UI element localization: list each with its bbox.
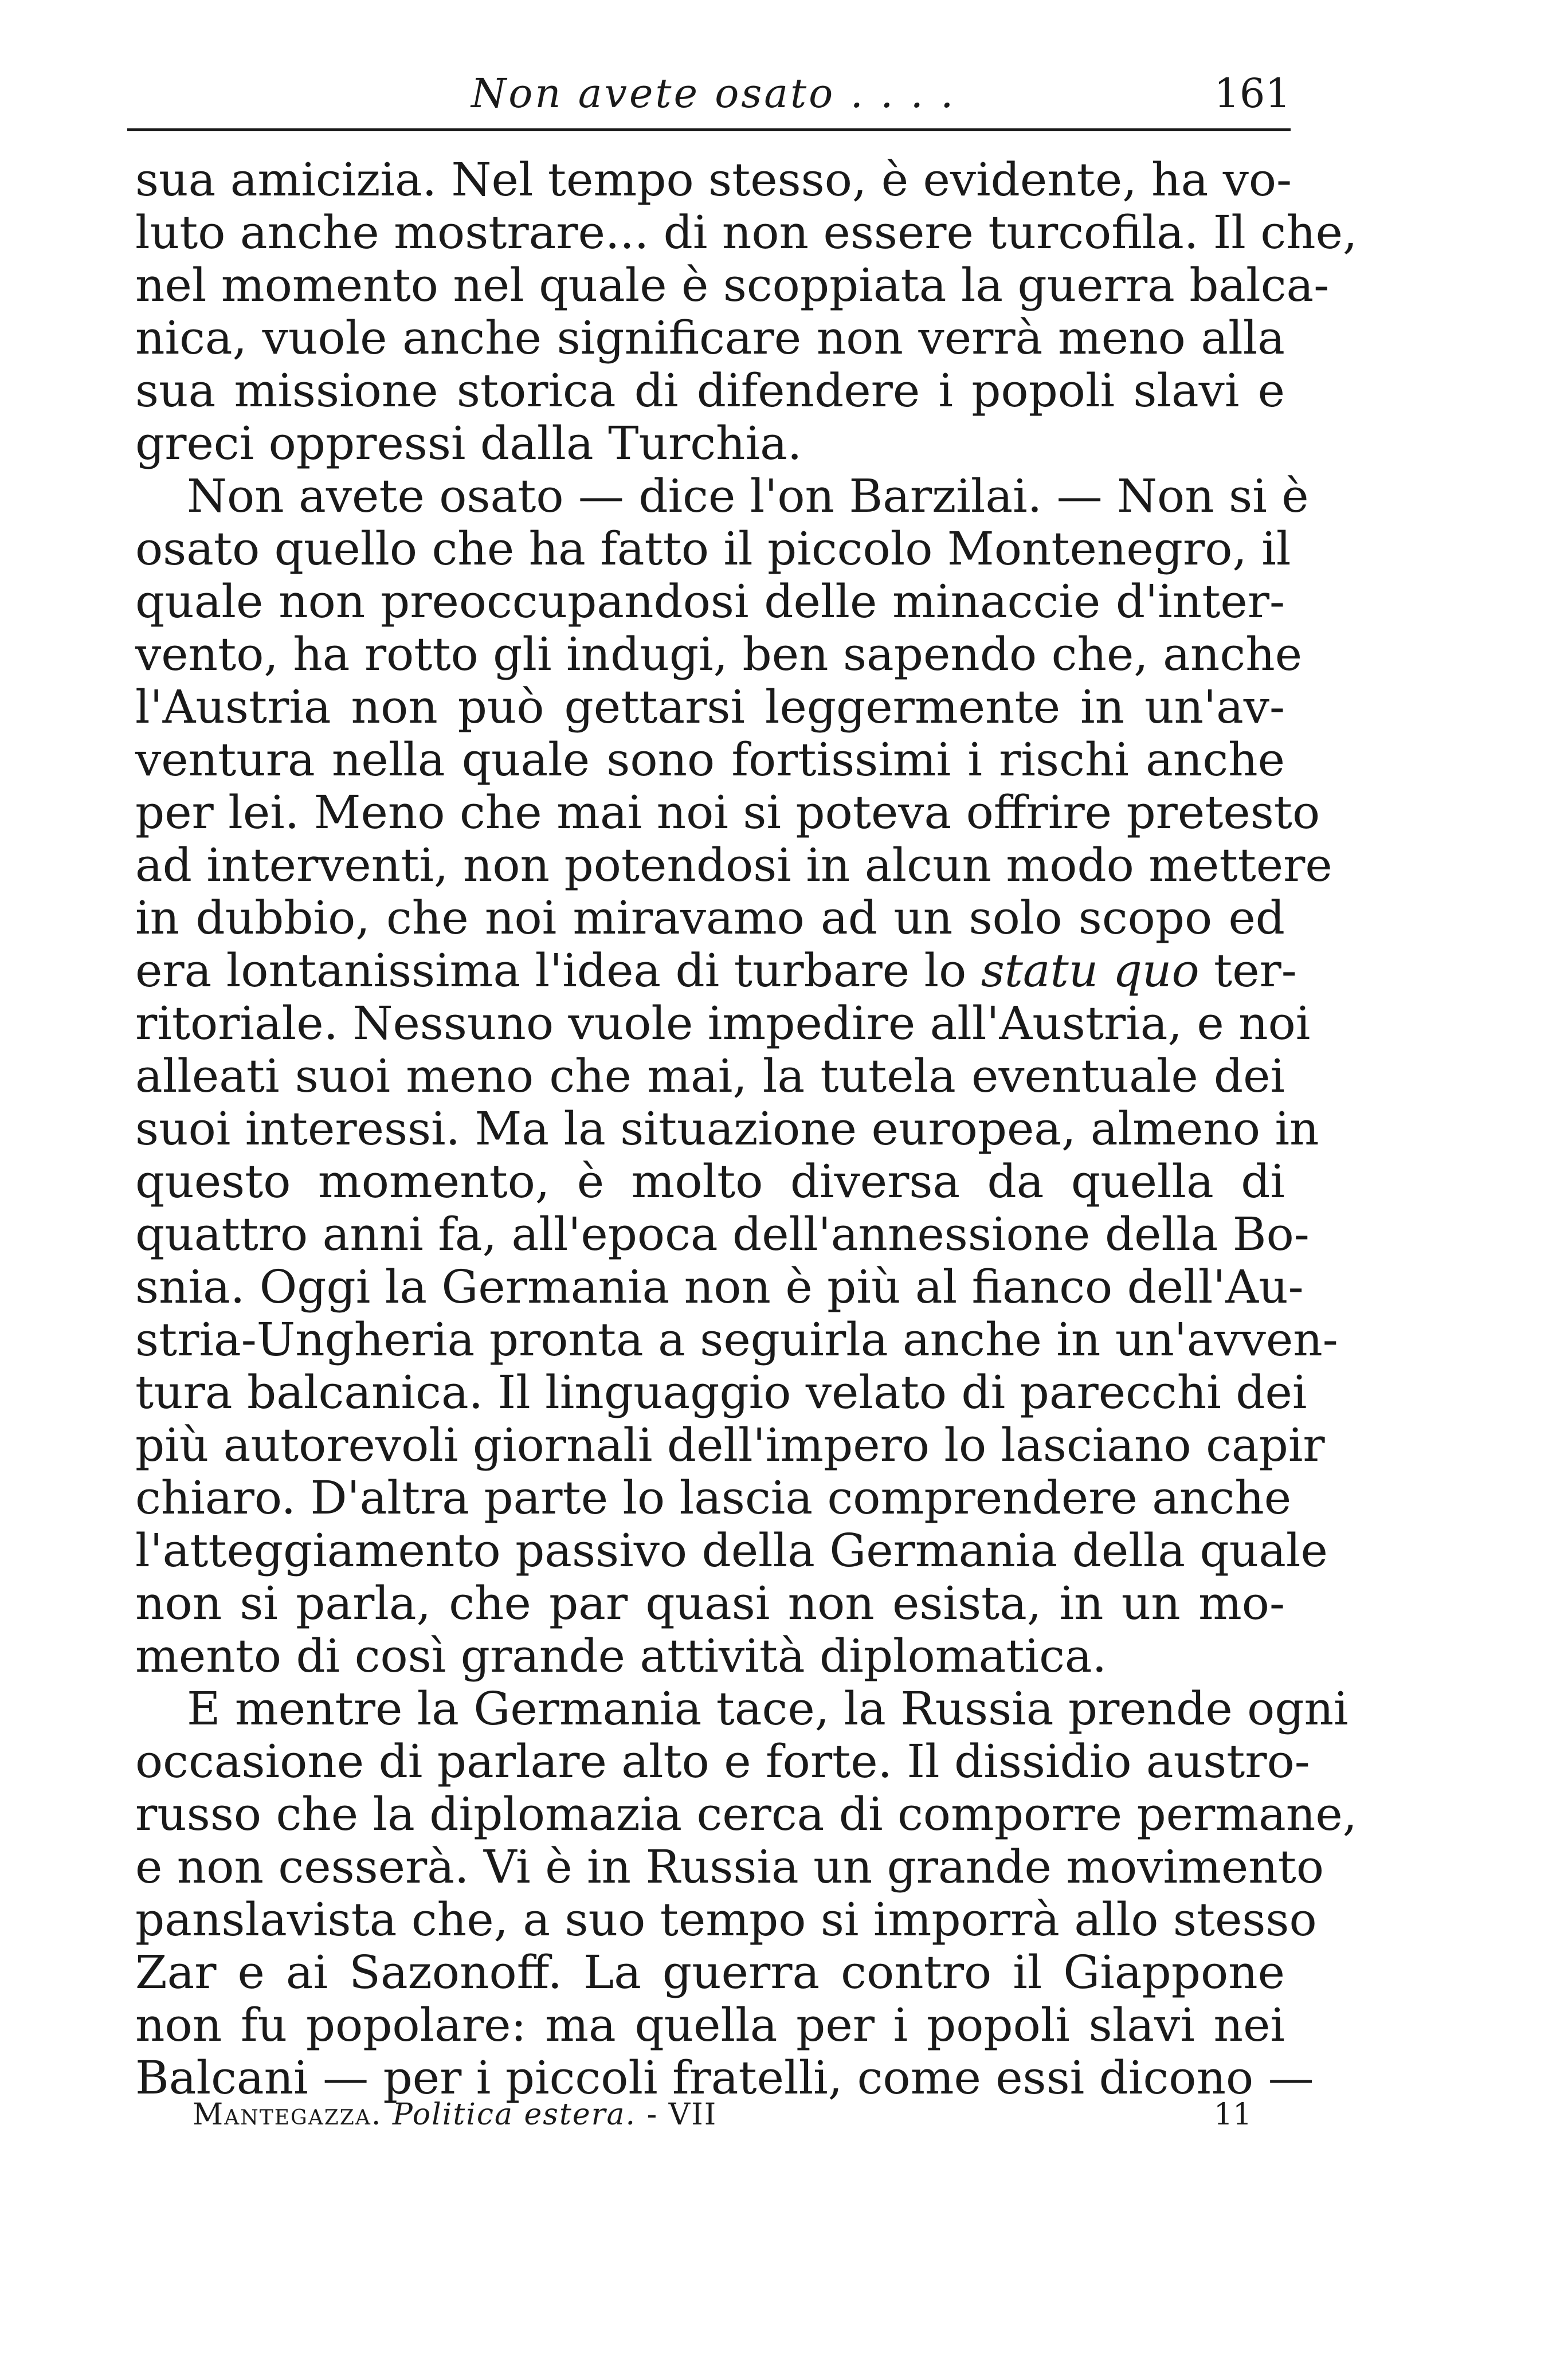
text-line: mento di così grande attività diplomatica. [135,1629,1107,1683]
text-line: E mentre la Germania tace, la Russia prende ogni [187,1682,1349,1735]
text-line: e non cesserà. Vi è in Russia un grande movimento [135,1840,1324,1893]
text-line: tura balcanica. Il linguaggio velato di parecchi dei [135,1366,1307,1419]
text-line: sua missione storica di difendere i popoli slavi e [135,364,1285,417]
text-line: in dubbio, che noi miravamo ad un solo scopo ed [135,891,1285,944]
page-number: 161 [1214,70,1291,117]
text-line: sua amicizia. Nel tempo stesso, è evidente, ha vo- [135,153,1292,206]
text-line: occasione di parlare alto e forte. Il dissidio austro- [135,1735,1310,1788]
text-line: l'atteggiamento passivo della Germania della quale [135,1524,1328,1577]
text-line: nel momento nel quale è scoppiata la guerra balca- [135,258,1330,312]
footer-signature-number: 11 [1214,2098,1252,2132]
text-line: non si parla, che par quasi non esista, in un mo- [135,1577,1285,1630]
text-line: non fu popolare: ma quella per i popoli slavi nei [135,1998,1285,2052]
text-line: quattro anni fa, all'epoca dell'annessione della Bo- [135,1207,1310,1261]
header-rule [127,128,1291,131]
footer-signature [193,2098,717,2132]
text-line: osato quello che ha fatto il piccolo Montenegro, il [135,522,1291,575]
text-line: ad interventi, non potendosi in alcun modo mettere [135,838,1332,892]
text-line: ventura nella quale sono fortissimi i rischi anche [135,733,1285,786]
text-line: per lei. Meno che mai noi si poteva offrire pretesto [135,786,1320,839]
text-line: questo momento, è molto diversa da quella di [135,1155,1285,1208]
text-line: suoi interessi. Ma la situazione europea, almeno in [135,1102,1319,1155]
text-line [135,944,1297,997]
text-line: chiaro. D'altra parte lo lascia comprendere anche [135,1471,1292,1524]
text-line-pre: era lontanissima l'idea di turbare lo statu quo ter- [135,944,1297,997]
text-line: più autorevoli giornali dell'impero lo lasciano capir [135,1418,1325,1472]
text-line: Non avete osato — dice l'on Barzilai. — Non si è [187,469,1309,523]
text-line: l'Austria non può gettarsi leggermente in un'av- [135,680,1285,734]
footer-volume: - VII [646,2098,718,2132]
running-title: Non avete osato . . . . [471,70,956,117]
text-line: Zar e ai Sazonoff. La guerra contro il Giappone [135,1946,1285,1999]
latin-phrase: statu quo [981,944,1199,997]
page-header [127,64,1291,127]
text-line: ritoriale. Nessuno vuole impedire all'Austria, e noi [135,997,1311,1050]
text-line: alleati suoi meno che mai, la tutela eventuale dei [135,1049,1285,1103]
text-line: nica, vuole anche significare non verrà meno alla [135,311,1285,364]
text-line: snia. Oggi la Germania non è più al fianco dell'Au- [135,1260,1304,1314]
text-line: luto anche mostrare... di non essere turcofila. Il che, [135,206,1358,259]
footer-title: Politica estera. [392,2098,637,2132]
text-line: greci oppressi dalla Turchia. [135,417,802,470]
text-line: vento, ha rotto gli indugi, ben sapendo che, anche [135,628,1303,681]
text-line: russo che la diplomazia cerca di comporre permane, [135,1787,1358,1841]
text-line: stria-Ungheria pronta a seguirla anche in un'avven- [135,1313,1338,1366]
text-line: panslavista che, a suo tempo si imporrà allo stesso [135,1893,1317,1946]
text-line: quale non preoccupandosi delle minaccie d'inter- [135,575,1285,628]
body-text [135,153,1358,2104]
text-line: Balcani — per i piccoli fratelli, come essi dicono — [135,2051,1314,2104]
footer-author: Mantegazza. [193,2098,382,2132]
